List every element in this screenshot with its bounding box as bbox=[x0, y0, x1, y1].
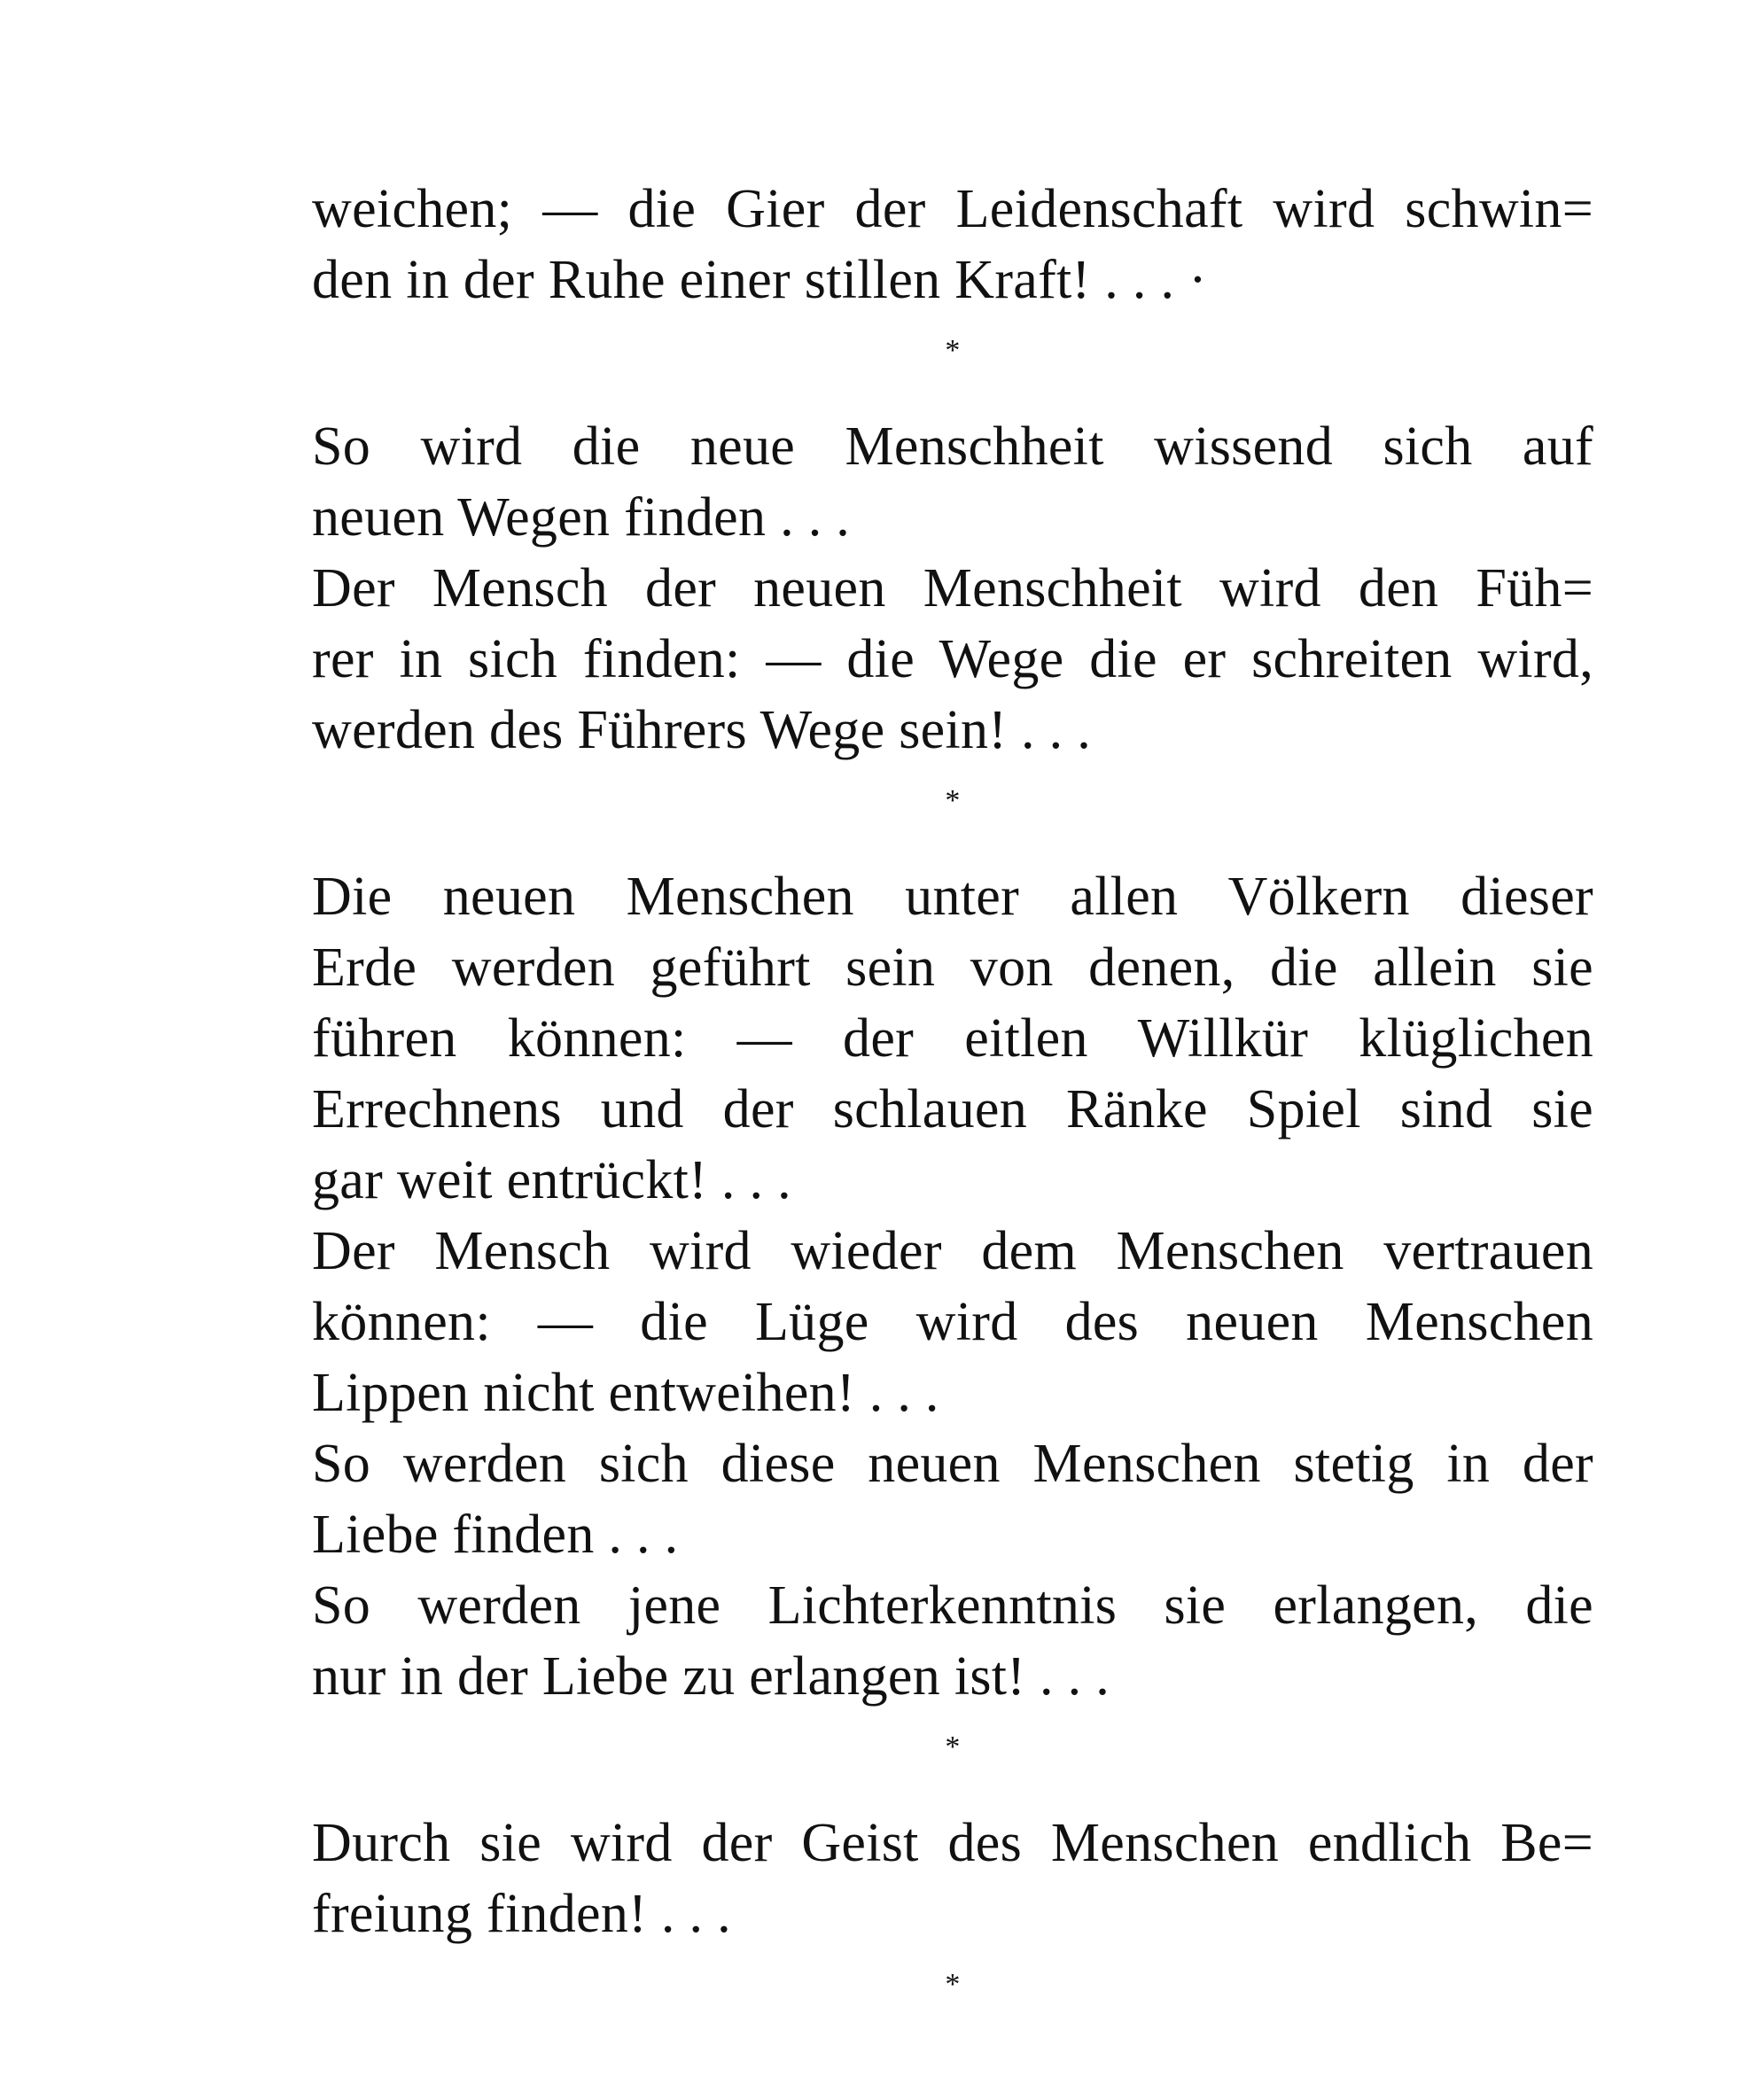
text-line: So werden sich diese neuen Menschen stetig in der bbox=[312, 1434, 1593, 1494]
section-separator-star: * bbox=[945, 334, 961, 367]
body-text bbox=[312, 174, 1593, 2020]
spacer bbox=[312, 386, 1593, 411]
text-line: Der Mensch der neuen Menschheit wird den Füh= bbox=[312, 558, 1593, 618]
text-line: führen können: — der eitlen Willkür klüglichen bbox=[312, 1008, 1593, 1069]
text-line: Durch sie wird der Geist des Menschen endlich Be= bbox=[312, 1813, 1593, 1873]
text-line: Der Mensch wird wieder dem Menschen vertrauen bbox=[312, 1221, 1593, 1281]
spacer bbox=[312, 1783, 1593, 1808]
text-line: Liebe finden . . . bbox=[312, 1505, 679, 1565]
text-line: So wird die neue Menschheit wissend sich auf bbox=[312, 416, 1593, 477]
text-line: weichen; — die Gier der Leidenschaft wird schwin= bbox=[312, 179, 1593, 239]
spacer bbox=[312, 836, 1593, 861]
section-separator-star: * bbox=[945, 1731, 961, 1763]
text-line: nur in der Liebe zu erlangen ist! . . . bbox=[312, 1646, 1110, 1707]
text-line: werden des Führers Wege sein! . . . bbox=[312, 700, 1092, 760]
text-line: rer in sich finden: — die Wege die er schreiten wird, bbox=[312, 629, 1593, 689]
text-line: freiung finden! . . . bbox=[312, 1884, 731, 1944]
text-line: gar weit entrückt! . . . bbox=[312, 1150, 791, 1210]
text-line: Errechnens und der schlauen Ränke Spiel sind sie bbox=[312, 1079, 1593, 1139]
text-line: können: — die Lüge wird des neuen Menschen bbox=[312, 1292, 1593, 1352]
section-separator-star: * bbox=[945, 1968, 961, 2001]
text-line: den in der Ruhe einer stillen Kraft! . . . · bbox=[312, 250, 1208, 310]
section-separator-star: * bbox=[945, 784, 961, 817]
text-line: neuen Wegen finden . . . bbox=[312, 487, 851, 548]
text-line: Die neuen Menschen unter allen Völkern dieser bbox=[312, 867, 1593, 927]
text-line: Lippen nicht entweihen! . . . bbox=[312, 1363, 939, 1423]
text-line: Erde werden geführt sein von denen, die allein sie bbox=[312, 937, 1593, 998]
text-line: So werden jene Lichterkenntnis sie erlangen, die bbox=[312, 1575, 1593, 1636]
